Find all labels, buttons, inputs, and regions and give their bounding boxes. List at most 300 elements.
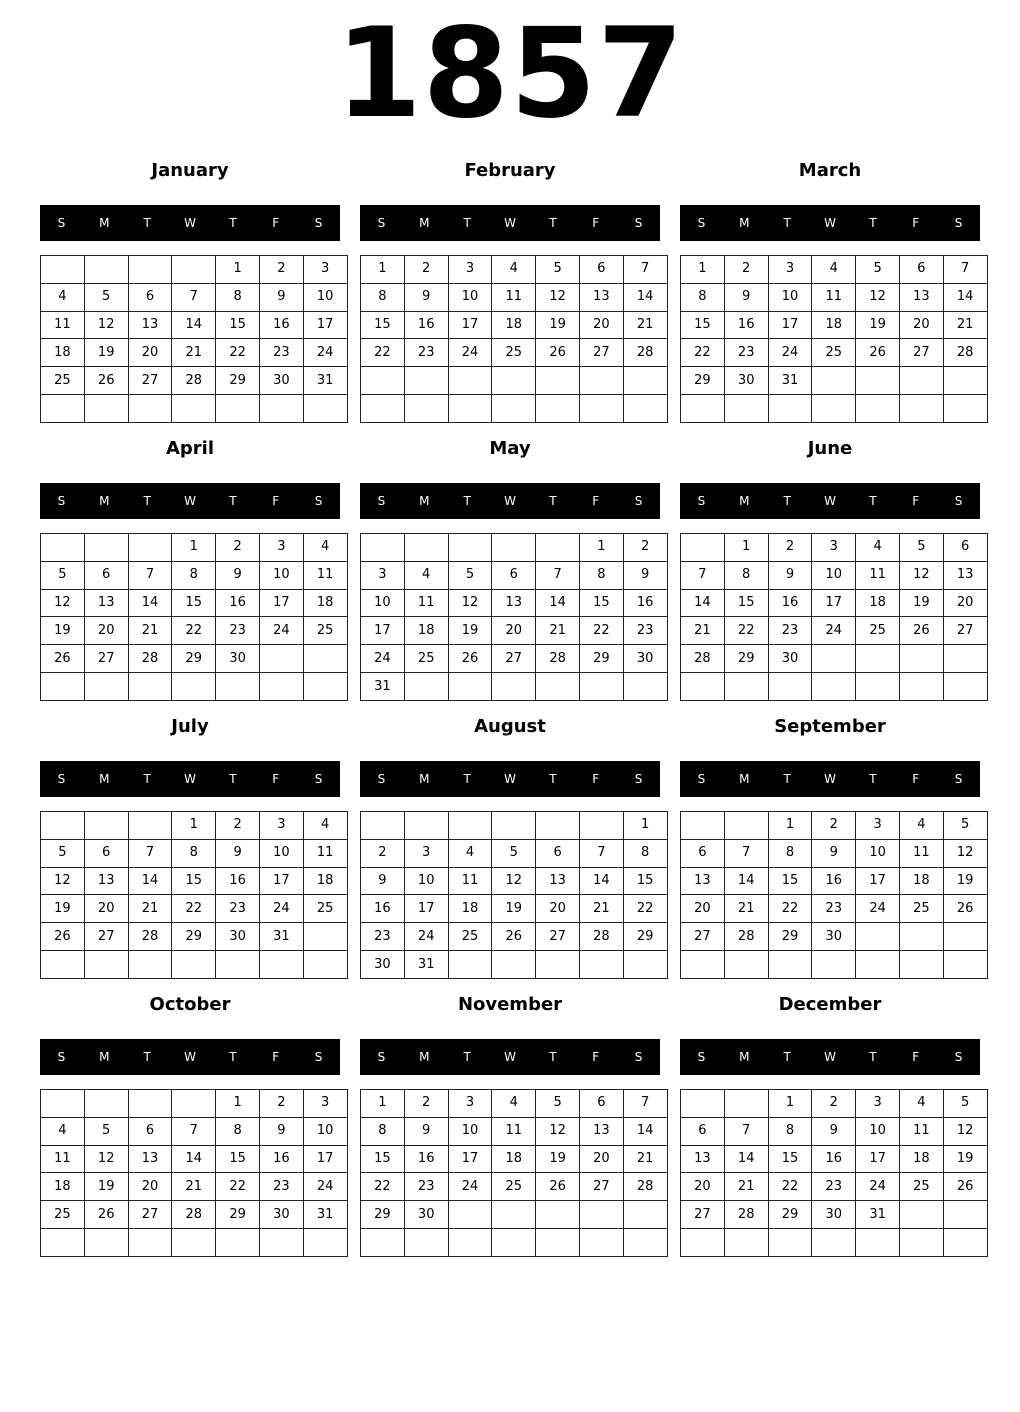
week-row: [681, 1117, 988, 1145]
day-cell: [259, 645, 303, 673]
day-cell: 2: [768, 534, 812, 562]
day-cell: [536, 1229, 580, 1257]
day-cell: [303, 673, 347, 701]
weekday-header: [680, 761, 980, 797]
day-cell: [812, 367, 856, 395]
day-cell: [259, 395, 303, 423]
day-cell: 13: [943, 561, 987, 589]
day-cell: 30: [623, 645, 667, 673]
day-cell: [84, 395, 128, 423]
day-cell: 30: [216, 923, 260, 951]
day-cell: 16: [259, 311, 303, 339]
day-cell: 15: [172, 589, 216, 617]
day-cell: 19: [536, 311, 580, 339]
day-cell: 24: [768, 339, 812, 367]
day-cell: 27: [128, 1201, 172, 1229]
weekday-label: T: [869, 772, 877, 786]
day-cell: 26: [536, 1173, 580, 1201]
day-cell: 21: [623, 311, 667, 339]
day-cell: [681, 1229, 725, 1257]
day-cell: [216, 395, 260, 423]
day-cell: 8: [579, 561, 623, 589]
weekday-label: S: [314, 1050, 323, 1064]
day-cell: 18: [899, 867, 943, 895]
weekday-label: F: [272, 772, 280, 786]
weekday-label: T: [869, 1050, 877, 1064]
weekday-label: T: [549, 216, 557, 230]
day-cell: 6: [492, 561, 536, 589]
day-cell: 25: [856, 617, 900, 645]
day-cell: 30: [768, 645, 812, 673]
day-cell: 1: [724, 534, 768, 562]
day-cell: 13: [128, 1145, 172, 1173]
day-cell: 8: [724, 561, 768, 589]
day-cell: [768, 395, 812, 423]
day-cell: 11: [41, 311, 85, 339]
weekday-label: T: [869, 216, 877, 230]
week-row: [681, 812, 988, 840]
day-cell: 25: [303, 617, 347, 645]
day-cell: 7: [681, 561, 725, 589]
month-name: May: [489, 438, 531, 459]
weekday-label: T: [463, 1050, 471, 1064]
day-cell: [899, 1201, 943, 1229]
day-cell: 23: [259, 339, 303, 367]
weekday-label: S: [954, 494, 963, 508]
weekday-label: S: [634, 494, 643, 508]
day-cell: 21: [579, 895, 623, 923]
weekday-label: T: [463, 494, 471, 508]
day-cell: 10: [404, 867, 448, 895]
weekday-label: F: [912, 772, 920, 786]
day-cell: 29: [623, 923, 667, 951]
day-cell: [768, 1229, 812, 1257]
weekday-label: S: [377, 772, 386, 786]
day-cell: [41, 812, 85, 840]
week-row: [41, 339, 348, 367]
day-cell: 19: [41, 617, 85, 645]
day-cell: 20: [536, 895, 580, 923]
day-cell: 24: [404, 923, 448, 951]
day-cell: 7: [128, 561, 172, 589]
day-cell: 6: [579, 1090, 623, 1118]
day-cell: 24: [856, 895, 900, 923]
day-cell: 3: [303, 1090, 347, 1118]
day-cell: 18: [303, 867, 347, 895]
day-cell: [41, 1090, 85, 1118]
day-cell: [681, 395, 725, 423]
week-row: [41, 839, 348, 867]
week-row: [681, 839, 988, 867]
day-cell: [856, 951, 900, 979]
day-cell: [84, 256, 128, 284]
week-row: [41, 283, 348, 311]
day-cell: 26: [84, 1201, 128, 1229]
day-cell: [361, 812, 405, 840]
week-row: [681, 1145, 988, 1173]
day-cell: [943, 673, 987, 701]
day-cell: 24: [259, 895, 303, 923]
weekday-label: T: [143, 216, 151, 230]
day-cell: 8: [768, 1117, 812, 1145]
month-name: February: [464, 160, 556, 181]
weekday-label: T: [229, 216, 237, 230]
day-cell: 22: [172, 617, 216, 645]
week-row: [41, 1173, 348, 1201]
day-cell: 29: [768, 1201, 812, 1229]
day-cell: [899, 367, 943, 395]
day-cell: 15: [216, 311, 260, 339]
day-cell: 21: [172, 1173, 216, 1201]
day-cell: [448, 534, 492, 562]
day-cell: [856, 395, 900, 423]
weekday-label: M: [419, 494, 430, 508]
day-cell: 4: [492, 1090, 536, 1118]
day-cell: 9: [259, 283, 303, 311]
weekday-label: W: [504, 494, 516, 508]
day-cell: 21: [623, 1145, 667, 1173]
day-cell: 31: [259, 923, 303, 951]
day-cell: 9: [724, 283, 768, 311]
day-grid: [360, 533, 668, 701]
week-row: [41, 645, 348, 673]
day-cell: [536, 395, 580, 423]
day-cell: 8: [216, 1117, 260, 1145]
weekday-label: S: [954, 772, 963, 786]
day-cell: 27: [681, 1201, 725, 1229]
weekday-label: W: [504, 772, 516, 786]
day-cell: 12: [943, 839, 987, 867]
day-cell: [303, 1229, 347, 1257]
day-grid: [40, 533, 348, 701]
weekday-label: S: [377, 494, 386, 508]
day-cell: [361, 1229, 405, 1257]
day-cell: 22: [681, 339, 725, 367]
day-cell: 29: [172, 645, 216, 673]
day-cell: 27: [681, 923, 725, 951]
day-cell: 20: [899, 311, 943, 339]
day-cell: 8: [216, 283, 260, 311]
day-cell: [41, 395, 85, 423]
week-row: [41, 617, 348, 645]
day-cell: 22: [361, 339, 405, 367]
day-cell: 27: [492, 645, 536, 673]
day-cell: 2: [404, 256, 448, 284]
day-cell: 19: [856, 311, 900, 339]
day-cell: [128, 395, 172, 423]
week-row: [361, 673, 668, 701]
day-cell: 23: [812, 1173, 856, 1201]
week-row: [361, 561, 668, 589]
day-cell: 15: [361, 311, 405, 339]
day-cell: 5: [536, 1090, 580, 1118]
day-cell: 20: [579, 311, 623, 339]
day-cell: 9: [404, 1117, 448, 1145]
day-cell: 11: [812, 283, 856, 311]
day-cell: [216, 951, 260, 979]
day-grid: [40, 1089, 348, 1257]
day-cell: 20: [128, 1173, 172, 1201]
day-cell: 3: [448, 1090, 492, 1118]
week-row: [681, 534, 988, 562]
day-cell: [492, 673, 536, 701]
day-cell: 7: [128, 839, 172, 867]
day-cell: 18: [303, 589, 347, 617]
day-cell: 15: [681, 311, 725, 339]
day-cell: 5: [943, 1090, 987, 1118]
day-cell: 22: [724, 617, 768, 645]
week-row: [361, 867, 668, 895]
day-cell: 2: [259, 1090, 303, 1118]
day-cell: [681, 1090, 725, 1118]
day-cell: 27: [128, 367, 172, 395]
week-row: [361, 617, 668, 645]
day-cell: 26: [899, 617, 943, 645]
day-cell: [41, 673, 85, 701]
day-cell: [361, 367, 405, 395]
day-cell: [41, 256, 85, 284]
day-cell: 29: [361, 1201, 405, 1229]
day-cell: 22: [361, 1173, 405, 1201]
day-cell: 1: [623, 812, 667, 840]
weekday-label: F: [912, 1050, 920, 1064]
day-cell: 23: [812, 895, 856, 923]
weekday-label: T: [463, 772, 471, 786]
weekday-label: T: [549, 1050, 557, 1064]
day-cell: 8: [623, 839, 667, 867]
day-cell: [724, 1229, 768, 1257]
day-cell: 26: [492, 923, 536, 951]
day-cell: 22: [579, 617, 623, 645]
weekday-label: T: [869, 494, 877, 508]
day-cell: 3: [404, 839, 448, 867]
day-cell: [303, 951, 347, 979]
day-cell: 6: [84, 561, 128, 589]
day-cell: [856, 367, 900, 395]
weekday-label: T: [143, 772, 151, 786]
day-cell: 30: [216, 645, 260, 673]
day-cell: 29: [579, 645, 623, 673]
day-cell: 9: [768, 561, 812, 589]
week-row: [681, 673, 988, 701]
day-cell: 26: [943, 1173, 987, 1201]
weekday-label: M: [739, 772, 750, 786]
day-cell: 1: [361, 256, 405, 284]
weekday-label: S: [954, 1050, 963, 1064]
day-cell: 25: [492, 339, 536, 367]
day-cell: 14: [128, 867, 172, 895]
day-cell: 23: [216, 617, 260, 645]
day-cell: [899, 673, 943, 701]
day-cell: [303, 645, 347, 673]
week-row: [41, 1090, 348, 1118]
weekday-label: S: [634, 216, 643, 230]
day-cell: 22: [172, 895, 216, 923]
day-cell: [404, 812, 448, 840]
day-cell: 5: [943, 812, 987, 840]
day-cell: 21: [128, 617, 172, 645]
day-cell: [623, 951, 667, 979]
day-cell: 5: [856, 256, 900, 284]
weekday-label: S: [57, 772, 66, 786]
day-cell: 11: [492, 1117, 536, 1145]
day-cell: [404, 395, 448, 423]
day-cell: 27: [536, 923, 580, 951]
day-cell: 25: [404, 645, 448, 673]
day-cell: [216, 673, 260, 701]
day-cell: 14: [623, 1117, 667, 1145]
day-cell: 7: [623, 1090, 667, 1118]
month-name: December: [778, 994, 882, 1015]
day-cell: 14: [943, 283, 987, 311]
day-cell: 6: [579, 256, 623, 284]
day-cell: 22: [216, 1173, 260, 1201]
day-cell: 11: [899, 1117, 943, 1145]
weekday-label: F: [912, 216, 920, 230]
day-cell: 25: [812, 339, 856, 367]
day-cell: 5: [41, 839, 85, 867]
day-cell: [579, 1201, 623, 1229]
day-cell: [128, 1229, 172, 1257]
weekday-header: [40, 483, 340, 519]
day-cell: 17: [856, 867, 900, 895]
day-cell: 4: [899, 812, 943, 840]
weekday-label: M: [99, 494, 110, 508]
day-cell: 5: [41, 561, 85, 589]
day-cell: [768, 951, 812, 979]
day-cell: [899, 923, 943, 951]
month-name: August: [474, 716, 546, 737]
day-cell: 9: [812, 1117, 856, 1145]
weekday-label: T: [783, 772, 791, 786]
day-cell: [899, 645, 943, 673]
week-row: [681, 339, 988, 367]
week-row: [681, 367, 988, 395]
day-cell: 20: [681, 895, 725, 923]
day-cell: 2: [724, 256, 768, 284]
day-cell: 23: [216, 895, 260, 923]
day-cell: 16: [216, 589, 260, 617]
weekday-label: T: [229, 494, 237, 508]
day-cell: 20: [84, 895, 128, 923]
day-cell: 24: [448, 339, 492, 367]
day-cell: 17: [448, 1145, 492, 1173]
day-cell: [492, 951, 536, 979]
day-cell: 1: [768, 1090, 812, 1118]
day-cell: 29: [724, 645, 768, 673]
day-cell: 11: [404, 589, 448, 617]
day-cell: 4: [899, 1090, 943, 1118]
day-cell: 15: [579, 589, 623, 617]
day-cell: 2: [623, 534, 667, 562]
day-cell: 12: [536, 1117, 580, 1145]
day-cell: 18: [448, 895, 492, 923]
week-row: [681, 561, 988, 589]
day-cell: 19: [448, 617, 492, 645]
day-cell: 29: [172, 923, 216, 951]
day-cell: 28: [536, 645, 580, 673]
weekday-label: W: [824, 494, 836, 508]
day-cell: [623, 673, 667, 701]
day-cell: [128, 256, 172, 284]
week-row: [41, 951, 348, 979]
weekday-label: F: [272, 494, 280, 508]
day-cell: 25: [899, 1173, 943, 1201]
weekday-label: S: [697, 1050, 706, 1064]
day-cell: 21: [681, 617, 725, 645]
week-row: [41, 395, 348, 423]
day-cell: 3: [448, 256, 492, 284]
weekday-label: T: [229, 1050, 237, 1064]
day-cell: 11: [856, 561, 900, 589]
day-cell: 4: [41, 1117, 85, 1145]
day-cell: 11: [448, 867, 492, 895]
week-row: [361, 1173, 668, 1201]
week-row: [41, 534, 348, 562]
weekday-label: S: [377, 1050, 386, 1064]
day-cell: 23: [259, 1173, 303, 1201]
day-cell: 21: [128, 895, 172, 923]
day-cell: 29: [681, 367, 725, 395]
day-cell: [536, 673, 580, 701]
day-cell: [404, 1229, 448, 1257]
day-cell: 24: [259, 617, 303, 645]
weekday-label: F: [592, 772, 600, 786]
day-cell: 29: [768, 923, 812, 951]
day-grid: [680, 811, 988, 979]
day-cell: 25: [899, 895, 943, 923]
day-cell: 7: [172, 283, 216, 311]
weekday-label: F: [272, 216, 280, 230]
weekday-header: [360, 205, 660, 241]
day-cell: 29: [216, 1201, 260, 1229]
day-cell: [492, 534, 536, 562]
day-cell: 18: [856, 589, 900, 617]
day-cell: 7: [623, 256, 667, 284]
day-cell: 10: [768, 283, 812, 311]
day-cell: [84, 673, 128, 701]
week-row: [681, 645, 988, 673]
day-cell: [172, 1229, 216, 1257]
week-row: [361, 589, 668, 617]
day-cell: 6: [899, 256, 943, 284]
day-cell: 30: [812, 923, 856, 951]
weekday-label: S: [314, 216, 323, 230]
week-row: [41, 1201, 348, 1229]
week-row: [681, 283, 988, 311]
day-cell: [579, 951, 623, 979]
day-cell: [128, 1090, 172, 1118]
day-cell: 19: [492, 895, 536, 923]
day-cell: 13: [579, 1117, 623, 1145]
day-cell: [84, 951, 128, 979]
day-cell: 8: [172, 561, 216, 589]
day-cell: 18: [41, 339, 85, 367]
day-cell: 18: [41, 1173, 85, 1201]
week-row: [681, 1090, 988, 1118]
day-cell: 29: [216, 367, 260, 395]
week-row: [41, 1145, 348, 1173]
day-cell: 20: [681, 1173, 725, 1201]
weekday-label: S: [377, 216, 386, 230]
day-cell: 5: [536, 256, 580, 284]
day-cell: 10: [303, 1117, 347, 1145]
day-cell: [404, 673, 448, 701]
month-name: July: [171, 716, 209, 737]
day-cell: 3: [259, 812, 303, 840]
day-cell: [448, 1201, 492, 1229]
day-cell: 31: [361, 673, 405, 701]
